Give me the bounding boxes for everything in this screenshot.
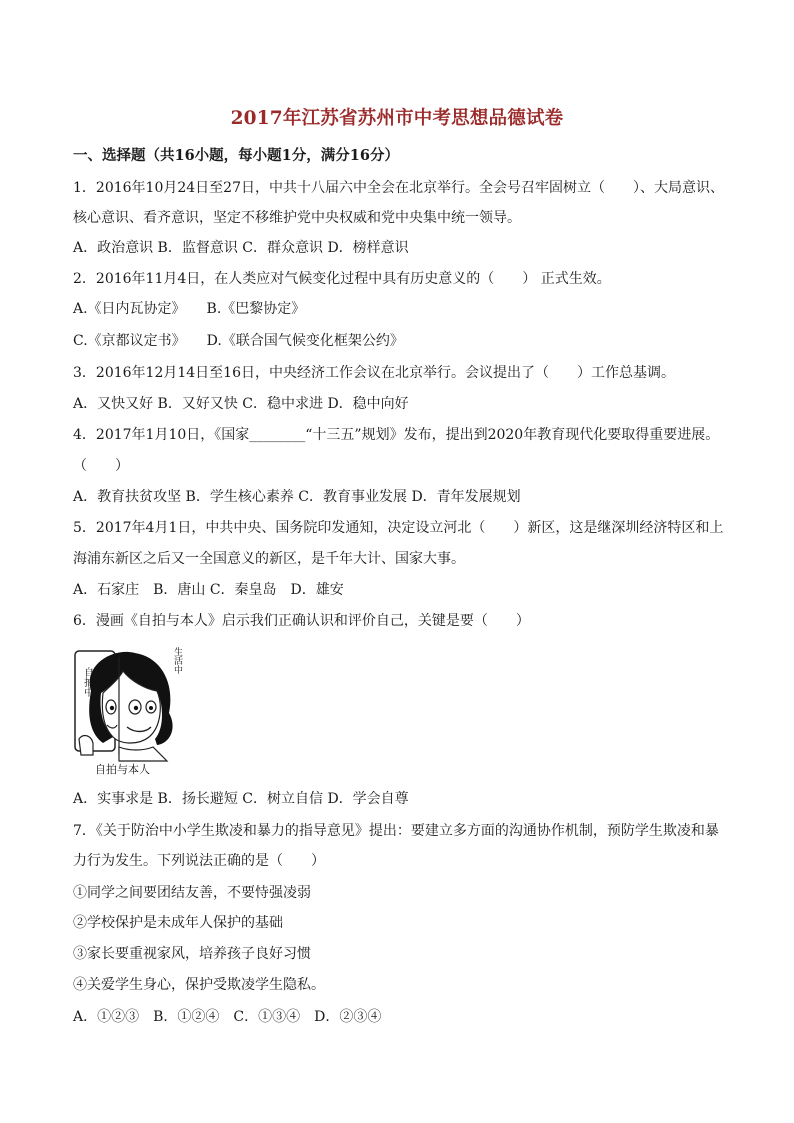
q1-options: A．政治意识 B．监督意识 C．群众意识 D．榜样意识 [73, 240, 409, 256]
q6-options: A．实事求是 B．扬长避短 C．树立自信 D．学会自尊 [73, 791, 409, 807]
q7-stem-line1: 7．《关于防治中小学生欺凌和暴力的指导意见》提出：要建立多方面的沟通协作机制，预防学生欺凌和暴 [73, 823, 719, 839]
figure-label-real-life: 生活中 [172, 647, 182, 674]
q4-stem-line1: 4．2017年1月10日，《国家________“十三五”规划》发布，提出到2020年教育现代化要取得重要进展。 [73, 427, 720, 443]
q5-options: A．石家庄 B．唐山 C．秦皇岛 D．雄安 [73, 582, 344, 598]
q7-item-3: ③家长要重视家风，培养孩子良好习惯 [73, 946, 311, 962]
page-title: 2017年江苏省苏州市中考思想品德试卷 [230, 108, 564, 129]
q7-item-2: ②学校保护是未成年人保护的基础 [73, 915, 283, 931]
figure-label-selfie: 自拍中 [81, 667, 93, 697]
q4-stem-line2: （ ） [73, 458, 129, 474]
q2-stem: 2．2016年11月4日，在人类应对气候变化过程中具有历史意义的（ ） 正式生效。 [73, 271, 611, 287]
q7-item-1: ①同学之间要团结友善，不要恃强凌弱 [73, 885, 311, 901]
q7-item-4: ④关爱学生身心，保护受欺凌学生隐私。 [73, 977, 325, 993]
q1-stem-line2: 核心意识、看齐意识，坚定不移维护党中央权威和党中央集中统一领导。 [73, 210, 521, 226]
q5-stem-line1: 5．2017年4月1日，中共中央、国务院印发通知，决定设立河北（ ）新区，这是继深圳经济特区和上 [73, 520, 724, 536]
q3-stem: 3．2016年12月14日至16日，中央经济工作会议在北京举行。会议提出了（ ）工作总基调。 [73, 365, 675, 381]
q5-stem-line2: 海浦东新区之后又一全国意义的新区，是千年大计、国家大事。 [73, 551, 465, 567]
section-heading: 一、选择题（共16小题，每小题1分，满分16分） [73, 147, 399, 164]
q2-options-row2: C.《京都议定书》 D.《联合国气候变化框架公约》 [73, 333, 404, 349]
q2-options-row1: A.《日内瓦协定》 B.《巴黎协定》 [73, 301, 306, 317]
selfie-cartoon-image [73, 643, 187, 777]
cartoon-figure [73, 643, 187, 777]
figure-caption: 自拍与本人 [95, 763, 150, 776]
q3-options: A．又快又好 B．又好又快 C．稳中求进 D．稳中向好 [73, 396, 409, 412]
q4-options: A．教育扶贫攻坚 B．学生核心素养 C．教育事业发展 D．青年发展规划 [73, 489, 521, 505]
q6-stem: 6．漫画《自拍与本人》启示我们正确认识和评价自己，关键是要（ ） [73, 613, 530, 629]
q7-stem-line2: 力行为发生。下列说法正确的是（ ） [73, 853, 325, 869]
q7-options: A．①②③ B．①②④ C．①③④ D．②③④ [73, 1009, 382, 1025]
q1-stem-line1: 1．2016年10月24日至27日，中共十八届六中全会在北京举行。全会号召牢固树立（ ）、大局意识、 [73, 180, 724, 196]
